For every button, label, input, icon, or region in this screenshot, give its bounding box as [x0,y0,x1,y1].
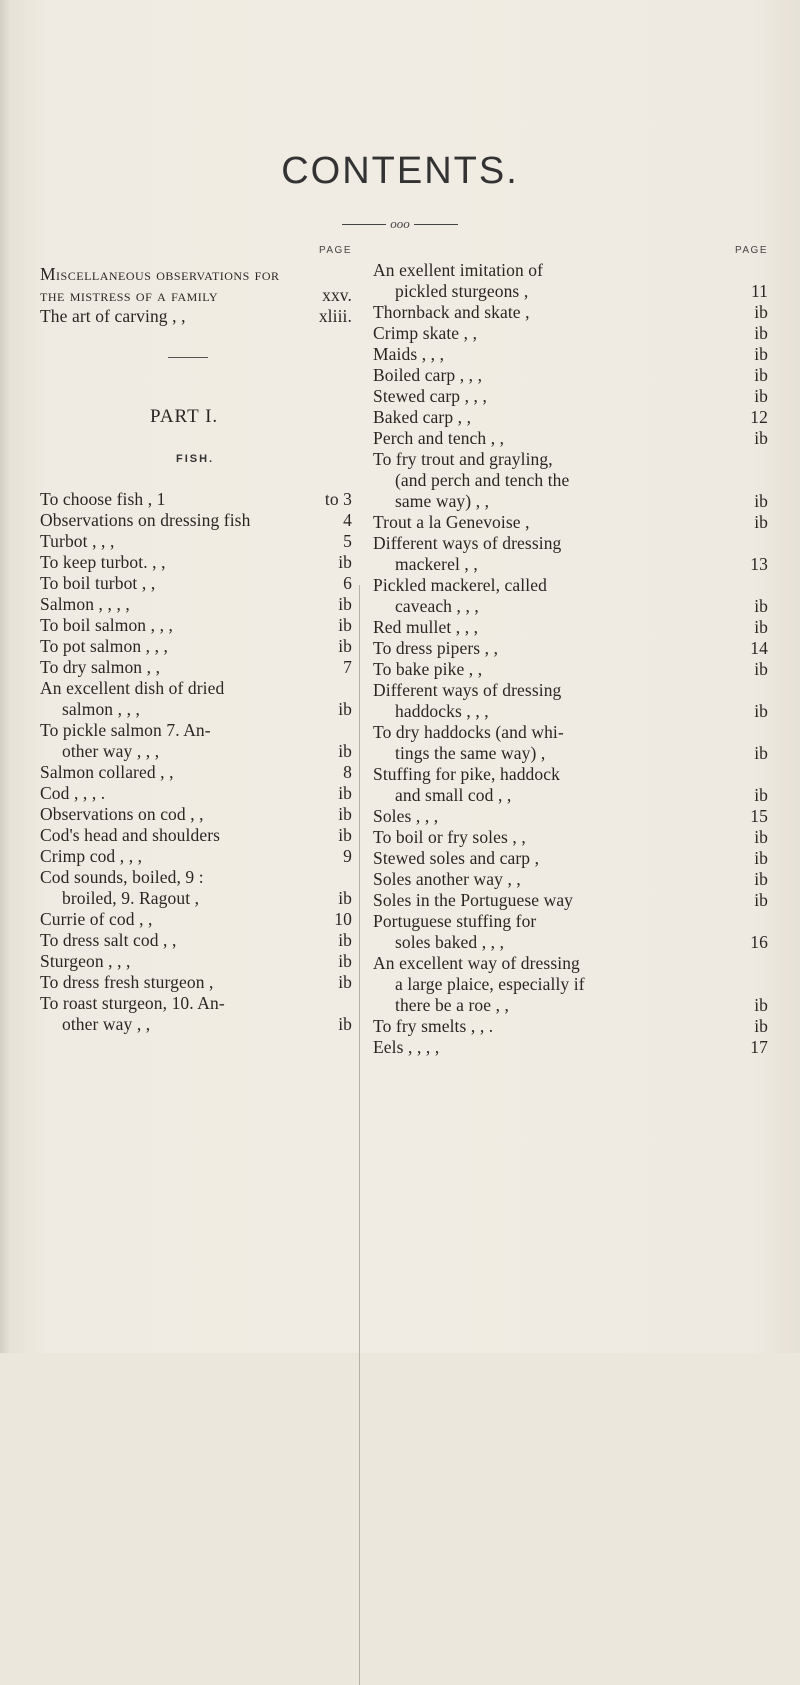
entry-page-number: xxv. [322,285,352,305]
entry-title: pickled sturgeons , [395,281,529,301]
entry-page-number: 14 [750,638,768,658]
contents-entry [40,657,352,678]
entry-title: broiled, 9. Ragout , [62,888,200,908]
entry-page-number: ib [754,617,768,637]
ornament-text: ooo [390,216,410,231]
contents-entry [40,846,352,867]
entry-title: To bake pike , , [373,659,483,679]
entry-page-number: ib [338,804,352,824]
contents-entry [40,531,352,552]
entry-title: haddocks , , , [395,701,489,721]
contents-entry [40,783,352,804]
entry-page-number: ib [338,699,352,719]
entry-title: Different ways of dressing [373,533,562,553]
entry-title: To boil salmon , , , [40,615,173,635]
entry-title: An excellent dish of dried [40,678,225,698]
entry-page-number: ib [754,869,768,889]
contents-entry [40,867,352,888]
contents-entry [373,659,768,680]
contents-entry [40,930,352,951]
entry-page-number: ib [338,783,352,803]
entry-title: Baked carp , , [373,407,472,427]
entry-page-number: ib [754,659,768,679]
entry-page-number: ib [754,827,768,847]
right-page-header: PAGE [734,245,768,256]
contents-entry [373,365,768,386]
entry-title: tings the same way) , [395,743,546,763]
contents-entry [373,449,768,470]
contents-entry [40,636,352,657]
contents-entry [373,575,768,596]
entry-title: soles baked , , , [395,932,505,952]
entry-page-number: ib [338,552,352,572]
entry-title: Cod , , , . [40,783,106,803]
contents-entry [373,596,768,617]
contents-entry [373,281,768,302]
entry-page-number: 4 [343,510,352,530]
entry-title: Soles , , , [373,806,439,826]
entry-title: To pickle salmon 7. An- [40,720,211,740]
contents-entry [40,615,352,636]
entry-page-number: ib [338,741,352,761]
entry-title: Pickled mackerel, called [373,575,547,595]
entry-page-number: 6 [343,573,352,593]
entry-title: caveach , , , [395,596,479,616]
entry-page-number: ib [338,615,352,635]
entry-title: other way , , [62,1014,151,1034]
contents-entry [40,909,352,930]
entry-title: To fry trout and grayling, [373,449,553,469]
entry-page-number: ib [754,596,768,616]
ornament-rule-right [414,224,458,225]
page-title: CONTENTS. [281,150,519,192]
left-page-header: PAGE [318,245,352,256]
contents-entry [373,869,768,890]
entry-title: To boil or fry soles , , [373,827,526,847]
entry-title: Turbot , , , [40,531,115,551]
contents-entry [373,386,768,407]
entry-title: To choose fish , 1 [40,489,166,509]
entry-title: Cod sounds, boiled, 9 : [40,867,204,887]
contents-entry [373,491,768,512]
entry-title: Crimp cod , , , [40,846,143,866]
page-edge-shadow [0,0,10,1353]
entry-title: Observations on dressing fish [40,510,251,530]
entry-page-number: 17 [750,1037,768,1057]
entry-page-number: ib [754,995,768,1015]
contents-entry [40,264,352,306]
entry-page-number: 8 [343,762,352,782]
entry-title: To dress fresh sturgeon , [40,972,214,992]
entry-page-number: ib [754,428,768,448]
contents-entry [40,972,352,993]
section-heading: FISH. [176,453,215,465]
entry-title: Stuffing for pike, haddock [373,764,560,784]
contents-entry [373,701,768,722]
entry-page-number: ib [754,491,768,511]
entry-title: Thornback and skate , [373,302,530,322]
entry-page-number: 15 [750,806,768,826]
entry-title: Miscellaneous observations for the mistress of a family [40,264,285,305]
entry-page-number: ib [754,323,768,343]
entry-page-number: ib [754,344,768,364]
entry-page-number: ib [754,302,768,322]
contents-entry [373,512,768,533]
entry-page-number: ib [338,972,352,992]
entry-title: mackerel , , [395,554,478,574]
contents-entry [373,638,768,659]
contents-entry [373,470,768,491]
entry-page-number: ib [754,512,768,532]
entry-page-number: ib [338,930,352,950]
entry-page-number: ib [754,848,768,868]
title-ornament [320,214,480,234]
entry-page-number: ib [338,888,352,908]
contents-entry [373,953,768,974]
contents-entry [40,804,352,825]
entry-title: Different ways of dressing [373,680,562,700]
contents-entry [373,302,768,323]
entry-page-number: ib [754,890,768,910]
contents-right-column [373,245,768,1058]
entry-page-number: ib [754,1016,768,1036]
entry-title: Soles in the Portuguese way [373,890,574,910]
entry-page-number: ib [754,701,768,721]
part-heading: PART I. [150,406,219,427]
entry-title: Red mullet , , , [373,617,479,637]
entry-title: To boil turbot , , [40,573,156,593]
entry-title: Crimp skate , , [373,323,478,343]
entry-title: Sturgeon , , , [40,951,131,971]
entry-page-number: 9 [343,846,352,866]
entry-title: Boiled carp , , , [373,365,483,385]
entry-title: To pot salmon , , , [40,636,169,656]
entry-page-number: 7 [343,657,352,677]
contents-entry [373,995,768,1016]
entry-title: same way) , , [395,491,490,511]
left-entry-list [40,489,352,1035]
contents-entry [373,722,768,743]
column-divider [359,585,360,1685]
entry-title: To keep turbot. , , [40,552,166,572]
entry-page-number: 10 [334,909,352,929]
contents-entry [40,741,352,762]
contents-entry [373,428,768,449]
entry-page-number: 13 [750,554,768,574]
contents-entry [373,260,768,281]
entry-page-number: ib [338,636,352,656]
entry-title: To dry salmon , , [40,657,161,677]
entry-page-number: 11 [750,281,768,301]
entry-title: An exellent imitation of [373,260,544,280]
entry-title: other way , , , [62,741,160,761]
entry-page-number: ib [338,825,352,845]
section-spacer [40,465,352,489]
section-rule [168,357,208,358]
contents-entry [40,888,352,909]
contents-entry [40,720,352,741]
entry-title: Observations on cod , , [40,804,204,824]
entry-page-number: ib [338,594,352,614]
contents-entry [373,806,768,827]
entry-title: Cod's head and shoulders [40,825,221,845]
contents-entry [373,1037,768,1058]
entry-title: To dry haddocks (and whi- [373,722,564,742]
entry-title: Salmon collared , , [40,762,174,782]
contents-entry [40,1014,352,1035]
contents-entry [373,827,768,848]
entry-page-number: 16 [750,932,768,952]
entry-title: The art of carving , , [40,306,186,326]
contents-entry [373,890,768,911]
entry-title: salmon , , , [62,699,141,719]
entry-title: Stewed carp , , , [373,386,487,406]
contents-entry [40,489,352,510]
entry-title: Perch and tench , , [373,428,505,448]
entry-page-number: ib [754,365,768,385]
contents-entry [40,699,352,720]
entry-page-number: to 3 [324,489,352,509]
entry-page-number: ib [754,785,768,805]
entry-title: there be a roe , , [395,995,510,1015]
contents-entry [373,974,768,995]
entry-title: Trout a la Genevoise , [373,512,530,532]
contents-entry [373,323,768,344]
entry-title: An excellent way of dressing [373,953,580,973]
contents-entry [373,785,768,806]
entry-page-number: ib [338,951,352,971]
contents-entry [40,993,352,1014]
entry-title: Currie of cod , , [40,909,153,929]
entry-title: To fry smelts , , . [373,1016,494,1036]
contents-entry [40,951,352,972]
contents-entry [373,932,768,953]
entry-title: a large plaice, especially if [395,974,585,994]
contents-entry [373,764,768,785]
contents-entry [40,825,352,846]
contents-entry [373,911,768,932]
contents-entry [40,573,352,594]
preface-list [40,264,352,327]
entry-page-number: ib [338,1014,352,1034]
contents-entry [373,407,768,428]
entry-title: Salmon , , , , [40,594,130,614]
contents-entry [40,762,352,783]
contents-entry [40,678,352,699]
contents-entry [373,617,768,638]
entry-title: To dress pipers , , [373,638,499,658]
entry-title: and small cod , , [395,785,512,805]
contents-left-column [40,245,352,1035]
ornament-rule-left [342,224,386,225]
entry-title: Portuguese stuffing for [373,911,537,931]
entry-page-number: 12 [750,407,768,427]
entry-title: To dress salt cod , , [40,930,177,950]
entry-page-number: 5 [343,531,352,551]
contents-entry [373,344,768,365]
contents-entry [373,554,768,575]
contents-entry [373,533,768,554]
entry-page-number: ib [754,743,768,763]
entry-page-number: ib [754,386,768,406]
entry-page-number: xliii. [318,306,352,326]
contents-entry [373,848,768,869]
entry-title: Stewed soles and carp , [373,848,540,868]
right-entry-list [373,260,768,1058]
contents-entry [40,306,352,327]
contents-entry [40,594,352,615]
contents-entry [373,1016,768,1037]
entry-title: Eels , , , , [373,1037,440,1057]
entry-title: (and perch and tench the [395,470,570,490]
entry-title: Soles another way , , [373,869,521,889]
entry-title: To roast sturgeon, 10. An- [40,993,225,1013]
contents-entry [373,680,768,701]
contents-entry [40,510,352,531]
entry-title: Maids , , , [373,344,445,364]
contents-entry [40,552,352,573]
contents-entry [373,743,768,764]
